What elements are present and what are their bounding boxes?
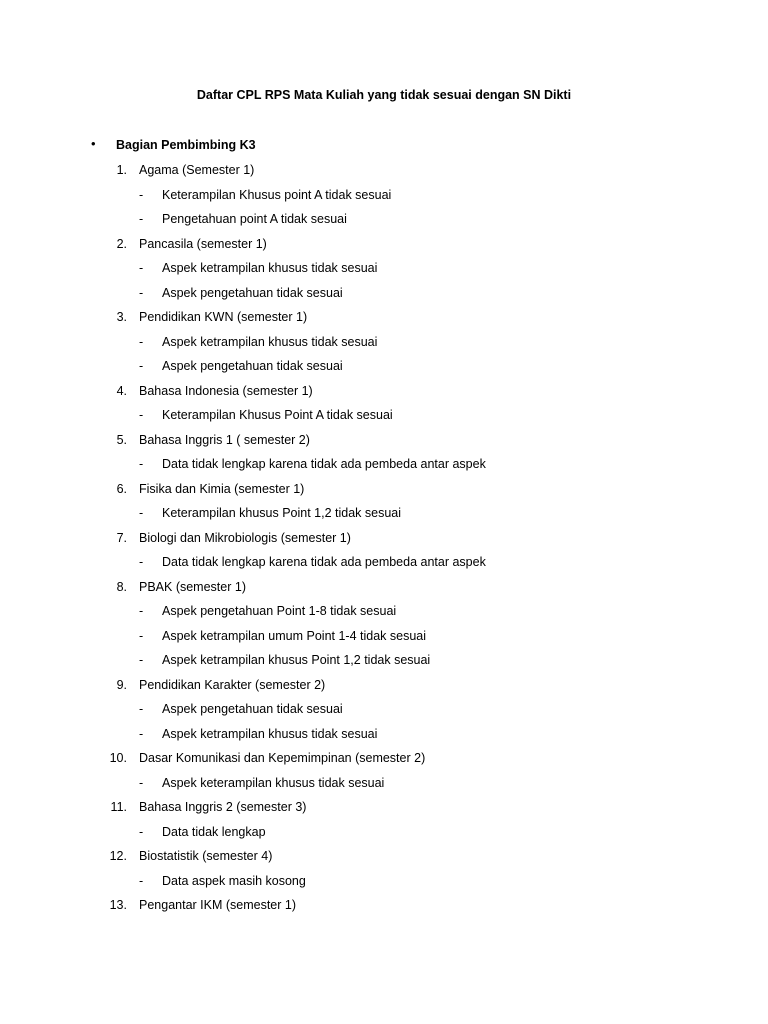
course-item-number: 2. bbox=[116, 236, 127, 251]
course-note-text: Aspek ketrampilan khusus tidak sesuai bbox=[162, 726, 378, 741]
course-item bbox=[0, 845, 768, 870]
course-item-label: Bahasa Inggris 1 ( semester 2) bbox=[139, 432, 310, 447]
course-note-text: Aspek ketrampilan khusus tidak sesuai bbox=[162, 261, 378, 275]
dash-bullet: - bbox=[139, 212, 144, 226]
course-list bbox=[0, 159, 768, 919]
course-item-label: Pendidikan Karakter (semester 2) bbox=[139, 677, 326, 692]
course-note bbox=[0, 331, 768, 356]
course-item-number: 12. bbox=[109, 849, 127, 863]
course-item bbox=[0, 796, 768, 821]
course-note bbox=[0, 551, 768, 576]
course-note-text: Aspek pengetahuan Point 1-8 tidak sesuai bbox=[162, 604, 397, 618]
course-note bbox=[0, 282, 768, 307]
course-item-label: Biostatistik (semester 4) bbox=[139, 849, 273, 863]
course-note bbox=[0, 625, 768, 650]
course-note-text: Aspek ketrampilan khusus Point 1,2 tidak sesuai bbox=[162, 653, 431, 667]
course-note-text: Aspek ketrampilan umum Point 1-4 tidak sesuai bbox=[162, 628, 427, 643]
course-item bbox=[0, 159, 768, 184]
course-item bbox=[0, 894, 768, 919]
dash-bullet: - bbox=[139, 457, 144, 471]
course-note-text: Data tidak lengkap bbox=[162, 824, 266, 839]
course-note-text: Data aspek masih kosong bbox=[162, 873, 306, 888]
course-item-number: 6. bbox=[116, 481, 127, 496]
course-item bbox=[0, 380, 768, 405]
course-item-label: Fisika dan Kimia (semester 1) bbox=[139, 481, 305, 496]
course-note-text: Aspek pengetahuan tidak sesuai bbox=[162, 359, 343, 373]
course-note-text: Data tidak lengkap karena tidak ada pembeda antar aspek bbox=[162, 555, 486, 569]
dash-bullet: - bbox=[139, 555, 144, 569]
document-title: Daftar CPL RPS Mata Kuliah yang tidak sesuai dengan SN Dikti bbox=[196, 88, 572, 102]
course-item-number: 4. bbox=[116, 383, 127, 398]
course-note bbox=[0, 453, 768, 478]
course-item bbox=[0, 478, 768, 503]
course-item-number: 9. bbox=[116, 677, 127, 692]
dash-bullet: - bbox=[139, 334, 144, 349]
course-item-label: Pengantar IKM (semester 1) bbox=[139, 898, 297, 912]
course-item-label: Bahasa Inggris 2 (semester 3) bbox=[139, 800, 307, 814]
course-note-text: Pengetahuan point A tidak sesuai bbox=[162, 212, 347, 226]
course-item-number: 10. bbox=[109, 751, 127, 765]
course-item-number: 1. bbox=[116, 163, 127, 177]
course-item-number: 5. bbox=[116, 432, 127, 447]
course-note-text: Aspek keterampilan khusus tidak sesuai bbox=[162, 775, 385, 790]
section-bullet: • bbox=[91, 136, 96, 151]
course-note-text: Aspek pengetahuan tidak sesuai bbox=[162, 702, 343, 716]
course-item-label: PBAK (semester 1) bbox=[139, 579, 246, 594]
dash-bullet: - bbox=[139, 604, 144, 618]
course-note-text: Keterampilan Khusus point A tidak sesuai bbox=[162, 187, 392, 202]
course-note bbox=[0, 698, 768, 723]
course-item-number: 7. bbox=[116, 530, 127, 545]
course-item-label: Bahasa Indonesia (semester 1) bbox=[139, 383, 313, 398]
course-item-number: 8. bbox=[116, 579, 127, 594]
course-note-text: Data tidak lengkap karena tidak ada pembeda antar aspek bbox=[162, 457, 486, 471]
dash-bullet: - bbox=[139, 359, 144, 373]
course-item bbox=[0, 576, 768, 601]
course-item-label: Pancasila (semester 1) bbox=[139, 236, 267, 251]
course-note-text: Keterampilan khusus Point 1,2 tidak sesuai bbox=[162, 506, 402, 520]
course-item-number: 11. bbox=[110, 800, 127, 814]
course-item-label: Biologi dan Mikrobiologis (semester 1) bbox=[139, 530, 351, 545]
course-note bbox=[0, 821, 768, 846]
course-note-text: Aspek ketrampilan khusus tidak sesuai bbox=[162, 334, 378, 349]
course-note bbox=[0, 184, 768, 209]
dash-bullet: - bbox=[139, 653, 144, 667]
dash-bullet: - bbox=[139, 775, 144, 790]
course-note-text: Aspek pengetahuan tidak sesuai bbox=[162, 285, 343, 300]
course-item-label: Pendidikan KWN (semester 1) bbox=[139, 310, 308, 324]
dash-bullet: - bbox=[139, 873, 144, 888]
dash-bullet: - bbox=[139, 726, 144, 741]
course-note bbox=[0, 355, 768, 380]
dash-bullet: - bbox=[139, 824, 144, 839]
course-item-number: 3. bbox=[116, 310, 127, 324]
dash-bullet: - bbox=[139, 702, 144, 716]
dash-bullet: - bbox=[139, 408, 144, 422]
course-note bbox=[0, 870, 768, 895]
course-note bbox=[0, 257, 768, 282]
course-note bbox=[0, 600, 768, 625]
course-note bbox=[0, 723, 768, 748]
dash-bullet: - bbox=[139, 261, 144, 275]
course-item-label: Dasar Komunikasi dan Kepemimpinan (semester 2) bbox=[139, 751, 426, 765]
course-note-text: Keterampilan Khusus Point A tidak sesuai bbox=[162, 408, 393, 422]
course-note bbox=[0, 208, 768, 233]
dash-bullet: - bbox=[139, 628, 144, 643]
course-note bbox=[0, 404, 768, 429]
section-label: Bagian Pembimbing K3 bbox=[116, 138, 256, 152]
course-item bbox=[0, 747, 768, 772]
course-note bbox=[0, 502, 768, 527]
section-heading bbox=[0, 135, 768, 155]
dash-bullet: - bbox=[139, 187, 144, 202]
course-item bbox=[0, 233, 768, 258]
course-item bbox=[0, 306, 768, 331]
course-item-label: Agama (Semester 1) bbox=[139, 163, 255, 177]
course-item bbox=[0, 674, 768, 699]
course-note bbox=[0, 772, 768, 797]
course-item bbox=[0, 527, 768, 552]
course-note bbox=[0, 649, 768, 674]
dash-bullet: - bbox=[139, 506, 144, 520]
course-item bbox=[0, 429, 768, 454]
dash-bullet: - bbox=[139, 285, 144, 300]
course-item-number: 13. bbox=[109, 898, 127, 912]
